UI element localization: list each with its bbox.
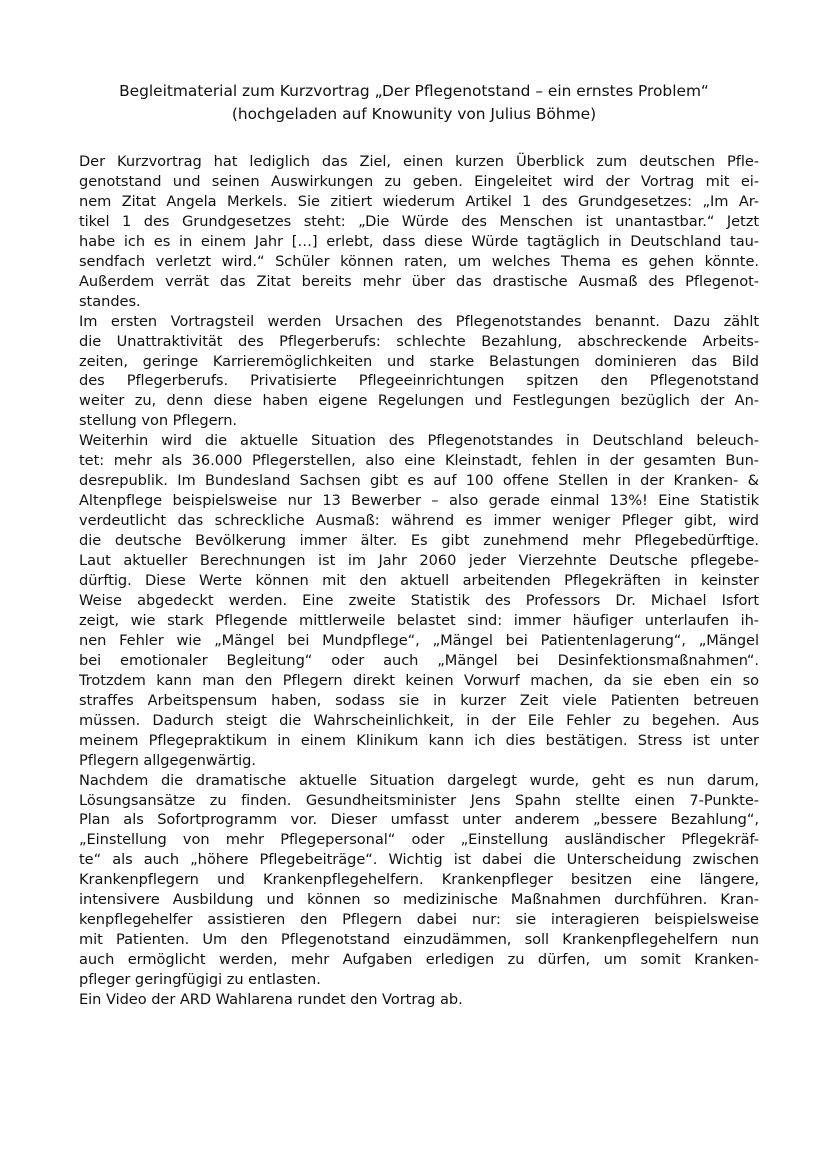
text-line: weiter zu, denn diese haben eigene Regelungen und Festlegungen bezüglich der An- xyxy=(79,392,759,410)
text-line: meinem Pflegepraktikum in einem Klinikum kann ich dies bestätigen. Stress ist unter xyxy=(79,731,759,749)
text-line: Altenpflege beispielsweise nur 13 Bewerber – also gerade einmal 13%! Eine Statistik xyxy=(79,492,759,510)
document-title xyxy=(60,80,768,126)
text-line: te“ als auch „höhere Pflegebeiträge“. Wichtig ist dabei die Unterscheidung zwischen xyxy=(79,851,759,869)
text-line: dürftig. Diese Werte können mit den aktuell arbeitenden Pflegekräften in keinster xyxy=(79,572,759,590)
text-line: zeigt, wie stark Pflegende mittlerweile belastet sind: immer häufiger unterlaufen ih- xyxy=(79,611,759,629)
text-line: intensivere Ausbildung und können so medizinische Maßnahmen durchführen. Kran- xyxy=(79,891,759,909)
text-line: nem Zitat Angela Merkels. Sie zitiert wiederum Artikel 1 des Grundgesetzes: „Im Ar- xyxy=(79,192,759,210)
text-line: standes. xyxy=(79,292,141,310)
text-line: des Pflegerberufs. Privatisierte Pflegeeinrichtungen spitzen den Pflegenotstand xyxy=(79,372,759,390)
text-line: Laut aktueller Berechnungen ist im Jahr 2060 jeder Vierzehnte Deutsche pflegebe- xyxy=(79,552,759,570)
text-line: bei emotionaler Begleitung“ oder auch „Mängel bei Desinfektionsmaßnahmen“. xyxy=(79,651,759,669)
text-line: habe ich es in einem Jahr […] erlebt, dass diese Würde tagtäglich in Deutschland tau- xyxy=(79,232,759,250)
text-line: kenpflegehelfer assistieren den Pflegern dabei nur: sie interagieren beispielsweise xyxy=(79,911,759,929)
text-line: desrepublik. Im Bundesland Sachsen gibt es auf 100 offene Stellen in der Kranken- & xyxy=(79,472,759,490)
text-line: Außerdem verrät das Zitat bereits mehr über das drastische Ausmaß des Pflegenot- xyxy=(79,272,759,290)
text-line: Pflegern allgegenwärtig. xyxy=(79,751,256,769)
text-line: die Unattraktivität des Pflegerberufs: schlechte Bezahlung, abschreckende Arbeits- xyxy=(79,332,759,350)
text-line: Weise abgedeckt werden. Eine zweite Statistik des Professors Dr. Michael Isfort xyxy=(79,591,759,609)
title-subline: (hochgeladen auf Knowunity von Julius Böhme) xyxy=(231,105,597,123)
text-line: mit Patienten. Um den Pflegenotstand einzudämmen, soll Krankenpflegehelfern nun xyxy=(79,931,759,949)
text-line: Weiterhin wird die aktuelle Situation des Pflegenotstandes in Deutschland beleuch- xyxy=(79,432,759,450)
text-line: müssen. Dadurch steigt die Wahrscheinlichkeit, in der Eile Fehler zu begehen. Aus xyxy=(79,711,759,729)
text-line: Trotzdem kann man den Pflegern direkt keinen Vorwurf machen, da sie eben ein so xyxy=(79,671,759,689)
text-line: genotstand und seinen Auswirkungen zu geben. Eingeleitet wird der Vortrag mit ei- xyxy=(79,172,759,190)
text-line: Lösungsansätze zu finden. Gesundheitsminister Jens Spahn stellte einen 7-Punkte- xyxy=(79,791,759,809)
text-line: verdeutlicht das schreckliche Ausmaß: während es immer weniger Pfleger gibt, wird xyxy=(79,512,759,530)
text-line: pfleger geringfügigi zu entlasten. xyxy=(79,971,321,989)
text-line: Ein Video der ARD Wahlarena rundet den Vortrag ab. xyxy=(79,991,463,1009)
title-line: Begleitmaterial zum Kurzvortrag „Der Pflegenotstand – ein ernstes Problem“ xyxy=(119,82,709,100)
text-line: „Einstellung von mehr Pflegepersonal“ oder „Einstellung ausländischer Pflegekräf- xyxy=(79,831,759,849)
text-line: Nachdem die dramatische aktuelle Situation dargelegt wurde, geht es nun darum, xyxy=(79,771,759,789)
text-line: Krankenpflegern und Krankenpflegehelfern. Krankenpfleger besitzen eine längere, xyxy=(79,871,759,889)
text-line: die deutsche Bevölkerung immer älter. Es gibt zunehmend mehr Pflegebedürftige. xyxy=(79,532,759,550)
text-line: stellung von Pflegern. xyxy=(79,412,238,430)
body-text xyxy=(79,152,759,1010)
text-line: Der Kurzvortrag hat lediglich das Ziel, einen kurzen Überblick zum deutschen Pfle- xyxy=(79,153,759,170)
text-line: Plan als Sofortprogramm vor. Dieser umfasst unter anderem „bessere Bezahlung“, xyxy=(79,811,759,829)
text-line: Im ersten Vortragsteil werden Ursachen des Pflegenotstandes benannt. Dazu zählt xyxy=(79,312,759,330)
text-line: tikel 1 des Grundgesetzes steht: „Die Würde des Menschen ist unantastbar.“ Jetzt xyxy=(79,212,759,230)
text-line: zeiten, geringe Karrieremöglichkeiten und starke Belastungen dominieren das Bild xyxy=(79,352,759,370)
text-line: sendfach verletzt wird.“ Schüler können raten, um welches Thema es gehen könnte. xyxy=(79,252,759,270)
text-line: straffes Arbeitspensum haben, sodass sie in kurzer Zeit viele Patienten betreuen xyxy=(79,691,759,709)
text-line: nen Fehler wie „Mängel bei Mundpflege“, „Mängel bei Patientenlagerung“, „Mängel xyxy=(79,631,759,649)
text-line: tet: mehr als 36.000 Pflegerstellen, also eine Kleinstadt, fehlen in der gesamten Bun- xyxy=(79,452,759,470)
text-line: auch ermöglicht werden, mehr Aufgaben erledigen zu dürfen, um somit Kranken- xyxy=(79,951,759,969)
